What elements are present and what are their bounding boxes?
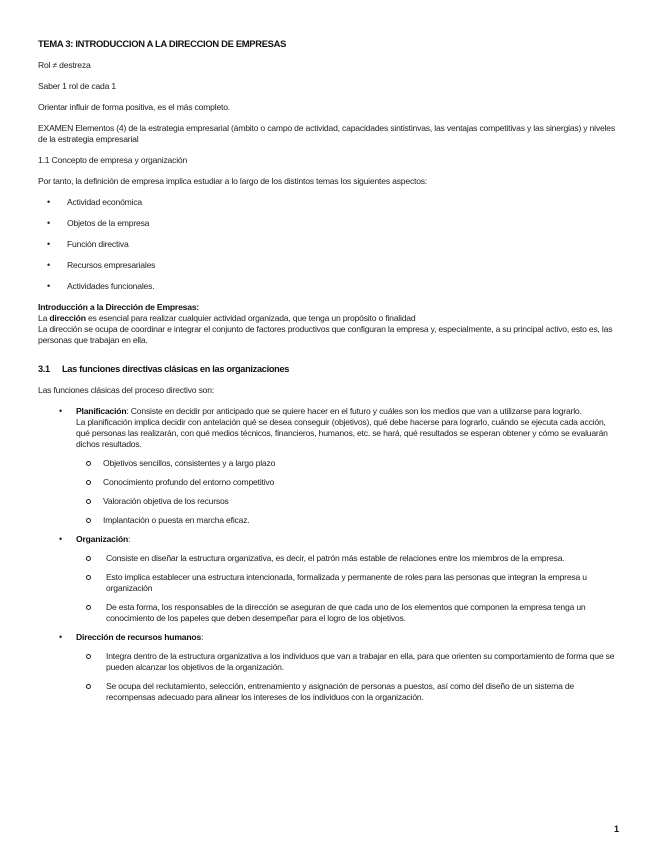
list-item: • Actividades funcionales. xyxy=(38,281,618,292)
text-line: Rol ≠ destreza xyxy=(38,60,91,70)
sub-list-item: Consiste en diseñar la estructura organizativa, es decir, el patrón más estable de relaciones entre los miembros de la empresa. xyxy=(76,553,618,564)
intro-line-1 xyxy=(38,313,618,324)
text-line: Orientar influir de forma positiva, es el más completo. xyxy=(38,102,230,112)
hr-suffix: : xyxy=(201,632,204,642)
section-number: 3.1 xyxy=(38,364,50,374)
planning-items xyxy=(76,458,618,526)
organization-head xyxy=(76,534,618,545)
document-title: TEMA 3: INTRODUCCION A LA DIRECCION DE EMPRESAS xyxy=(38,38,287,49)
document-page xyxy=(38,34,618,711)
sub-list-item: Esto implica establecer una estructura intencionada, formalizada y permanente de roles para las personas que integran la empresa u organización xyxy=(76,572,618,594)
sub-list-item: Conocimiento profundo del entorno competitivo xyxy=(76,477,618,488)
sub-list-item: Objetivos sencillos, consistentes y a largo plazo xyxy=(76,458,618,469)
section-heading xyxy=(38,364,618,375)
organization-suffix: : xyxy=(128,534,131,544)
keyword-direccion: dirección xyxy=(49,313,86,323)
hr-head xyxy=(76,632,618,643)
hr-name: Dirección de recursos humanos xyxy=(76,632,202,642)
sub-list-item: Implantación o puesta en marcha eficaz. xyxy=(76,515,618,526)
function-hr xyxy=(38,632,618,703)
intro-line-2: La dirección se ocupa de coordinar e integrar el conjunto de factores productivos que configuran la empresa y, especialmente, a su principal activo, esto es, las personas que trabajan en ella. xyxy=(38,324,613,345)
sub-list-item: Valoración objetiva de los recursos xyxy=(76,496,618,507)
hr-items xyxy=(76,651,618,703)
planning-desc-2: La planificación implica decidir con antelación qué se desea conseguir (objetivos), qué debe hacerse para lograrlo, cuándo se ejecuta cada acción, qué personas las realizarán, con qué medios técnicos, financieros, humanos, etc. se hará, qué resultados se esperan obtener y cómo se evaluarán dichos resultados. xyxy=(76,417,608,449)
organization-items xyxy=(76,553,618,624)
function-organization xyxy=(38,534,618,624)
text-line: EXAMEN Elementos (4) de la estrategia empresarial (ámbito o campo de actividad, capacidades sintistinvas, las ventajas competitivas y las sinergias) y niveles de la estrategia empresarial xyxy=(38,123,615,144)
intro-heading: Introducción a la Dirección de Empresas: xyxy=(38,302,200,312)
sub-list-item: De esta forma, los responsables de la dirección se aseguran de que cada uno de los elementos que componen la empresa tenga un conocimiento de los papeles que deben desempeñar para el logro de los objetivos. xyxy=(76,602,618,624)
list-item: • Actividad económica xyxy=(38,197,618,208)
organization-name: Organización xyxy=(76,534,129,544)
intro-text: La xyxy=(38,313,50,323)
text-line: 1.1 Concepto de empresa y organización xyxy=(38,155,188,165)
page-number: 1 xyxy=(613,824,619,834)
intro-text: es esencial para realizar cualquier actividad organizada, que tenga un propósito o finalidad xyxy=(85,313,416,323)
sub-list-item: Integra dentro de la estructura organizativa a los individuos que van a trabajar en ella, para que orienten su comportamiento de forma que se pueden alcanzar los objetivos de la organización. xyxy=(76,651,618,673)
section-title: Las funciones directivas clásicas en las organizaciones xyxy=(62,364,290,374)
aspects-list xyxy=(38,197,618,292)
list-item: • Función directiva xyxy=(38,239,618,250)
text-line: Por tanto, la definición de empresa implica estudiar a lo largo de los distintos temas los siguientes aspectos: xyxy=(38,176,428,186)
planning-desc xyxy=(76,406,618,417)
planning-name: Planificación xyxy=(76,406,127,416)
list-item: • Recursos empresariales xyxy=(38,260,618,271)
planning-text: : Consiste en decidir por anticipado que se quiere hacer en el futuro y cuáles son los medios que van a utilizarse para lograrlo. xyxy=(126,406,582,416)
sub-list-item: Se ocupa del reclutamiento, selección, entrenamiento y asignación de personas a puestos, así como del diseño de un sistema de recompensas adecuado para alinear los intereses de los individuos con la organización. xyxy=(76,681,618,703)
list-item: • Objetos de la empresa xyxy=(38,218,618,229)
functions-list xyxy=(38,406,618,703)
section-lead: Las funciones clásicas del proceso directivo son: xyxy=(38,385,215,395)
intro-block xyxy=(38,302,618,346)
function-planning xyxy=(38,406,618,526)
text-line: Saber 1 rol de cada 1 xyxy=(38,81,116,91)
